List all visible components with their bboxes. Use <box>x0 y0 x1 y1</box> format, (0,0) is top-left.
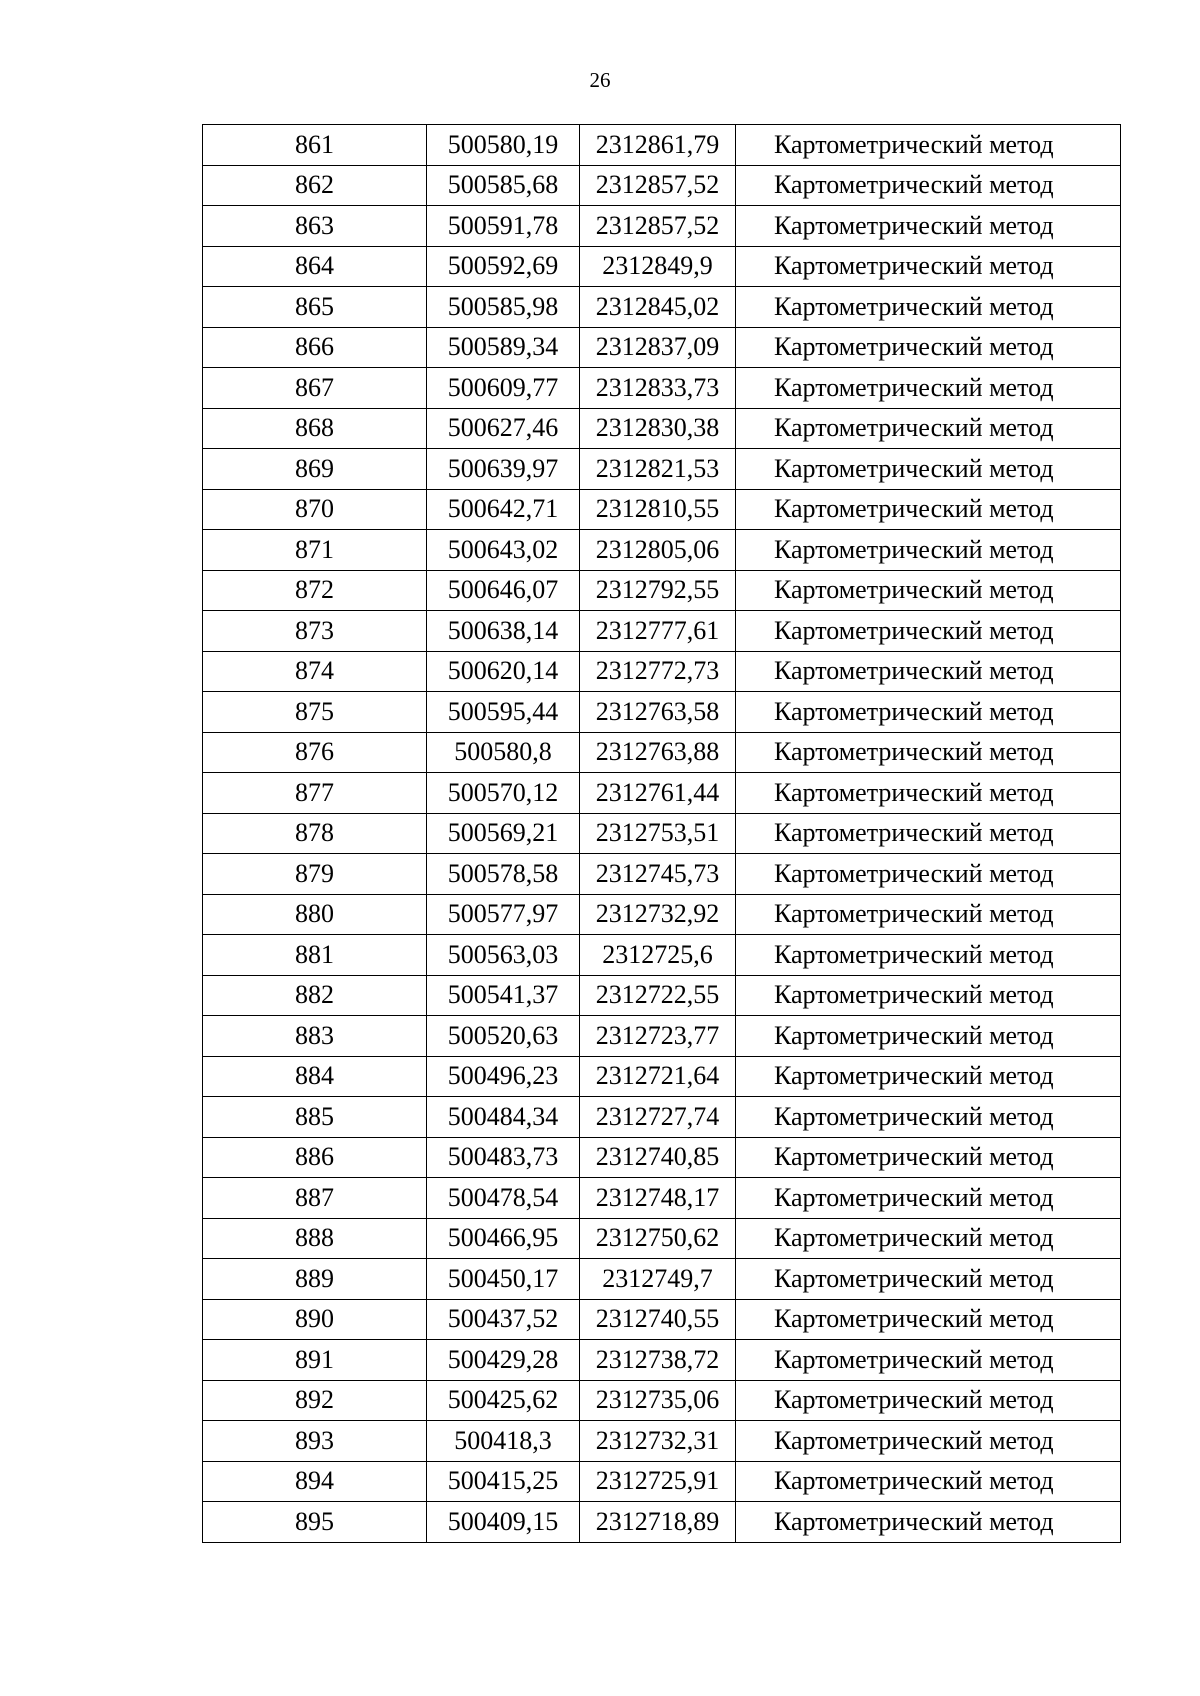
point-number-cell: 876 <box>203 732 427 773</box>
y-coordinate-cell: 2312745,73 <box>580 854 736 895</box>
method-cell: Картометрический метод <box>736 1178 1121 1219</box>
y-coordinate-cell: 2312792,55 <box>580 570 736 611</box>
table-row <box>203 570 1121 611</box>
y-coordinate-cell: 2312861,79 <box>580 125 736 166</box>
point-number-cell: 877 <box>203 773 427 814</box>
y-coordinate-cell: 2312735,06 <box>580 1380 736 1421</box>
table-row <box>203 1016 1121 1057</box>
method-cell: Картометрический метод <box>736 894 1121 935</box>
point-number-cell: 862 <box>203 165 427 206</box>
table-row <box>203 651 1121 692</box>
point-number-cell: 875 <box>203 692 427 733</box>
point-number-cell: 884 <box>203 1056 427 1097</box>
point-number-cell: 890 <box>203 1299 427 1340</box>
method-cell: Картометрический метод <box>736 246 1121 287</box>
y-coordinate-cell: 2312837,09 <box>580 327 736 368</box>
point-number-cell: 892 <box>203 1380 427 1421</box>
table-row <box>203 1502 1121 1543</box>
table-row <box>203 813 1121 854</box>
point-number-cell: 861 <box>203 125 427 166</box>
table-row <box>203 1056 1121 1097</box>
method-cell: Картометрический метод <box>736 732 1121 773</box>
point-number-cell: 869 <box>203 449 427 490</box>
point-number-cell: 891 <box>203 1340 427 1381</box>
table-row <box>203 1097 1121 1138</box>
x-coordinate-cell: 500496,23 <box>427 1056 580 1097</box>
table-row <box>203 530 1121 571</box>
y-coordinate-cell: 2312805,06 <box>580 530 736 571</box>
x-coordinate-cell: 500478,54 <box>427 1178 580 1219</box>
point-number-cell: 864 <box>203 246 427 287</box>
table-row <box>203 1137 1121 1178</box>
method-cell: Картометрический метод <box>736 1056 1121 1097</box>
x-coordinate-cell: 500425,62 <box>427 1380 580 1421</box>
y-coordinate-cell: 2312732,92 <box>580 894 736 935</box>
point-number-cell: 874 <box>203 651 427 692</box>
table-row <box>203 449 1121 490</box>
table-row <box>203 611 1121 652</box>
table-row <box>203 935 1121 976</box>
method-cell: Картометрический метод <box>736 530 1121 571</box>
x-coordinate-cell: 500577,97 <box>427 894 580 935</box>
y-coordinate-cell: 2312830,38 <box>580 408 736 449</box>
method-cell: Картометрический метод <box>736 813 1121 854</box>
y-coordinate-cell: 2312857,52 <box>580 165 736 206</box>
y-coordinate-cell: 2312740,85 <box>580 1137 736 1178</box>
point-number-cell: 880 <box>203 894 427 935</box>
table-row <box>203 206 1121 247</box>
x-coordinate-cell: 500627,46 <box>427 408 580 449</box>
method-cell: Картометрический метод <box>736 206 1121 247</box>
x-coordinate-cell: 500589,34 <box>427 327 580 368</box>
table-row <box>203 894 1121 935</box>
point-number-cell: 886 <box>203 1137 427 1178</box>
y-coordinate-cell: 2312810,55 <box>580 489 736 530</box>
table-row <box>203 368 1121 409</box>
table-row <box>203 732 1121 773</box>
point-number-cell: 893 <box>203 1421 427 1462</box>
x-coordinate-cell: 500591,78 <box>427 206 580 247</box>
x-coordinate-cell: 500585,68 <box>427 165 580 206</box>
point-number-cell: 872 <box>203 570 427 611</box>
y-coordinate-cell: 2312749,7 <box>580 1259 736 1300</box>
x-coordinate-cell: 500580,19 <box>427 125 580 166</box>
table-row <box>203 854 1121 895</box>
table-row <box>203 327 1121 368</box>
y-coordinate-cell: 2312721,64 <box>580 1056 736 1097</box>
method-cell: Картометрический метод <box>736 165 1121 206</box>
x-coordinate-cell: 500429,28 <box>427 1340 580 1381</box>
point-number-cell: 885 <box>203 1097 427 1138</box>
point-number-cell: 881 <box>203 935 427 976</box>
point-number-cell: 883 <box>203 1016 427 1057</box>
method-cell: Картометрический метод <box>736 489 1121 530</box>
x-coordinate-cell: 500578,58 <box>427 854 580 895</box>
method-cell: Картометрический метод <box>736 1340 1121 1381</box>
table-row <box>203 489 1121 530</box>
method-cell: Картометрический метод <box>736 1299 1121 1340</box>
method-cell: Картометрический метод <box>736 935 1121 976</box>
y-coordinate-cell: 2312777,61 <box>580 611 736 652</box>
table-row <box>203 1340 1121 1381</box>
table-row <box>203 125 1121 166</box>
point-number-cell: 873 <box>203 611 427 652</box>
y-coordinate-cell: 2312723,77 <box>580 1016 736 1057</box>
x-coordinate-cell: 500570,12 <box>427 773 580 814</box>
y-coordinate-cell: 2312725,6 <box>580 935 736 976</box>
y-coordinate-cell: 2312748,17 <box>580 1178 736 1219</box>
coordinates-table-body <box>203 125 1121 1543</box>
method-cell: Картометрический метод <box>736 449 1121 490</box>
method-cell: Картометрический метод <box>736 611 1121 652</box>
x-coordinate-cell: 500418,3 <box>427 1421 580 1462</box>
table-row <box>203 246 1121 287</box>
method-cell: Картометрический метод <box>736 368 1121 409</box>
method-cell: Картометрический метод <box>736 1461 1121 1502</box>
x-coordinate-cell: 500569,21 <box>427 813 580 854</box>
point-number-cell: 867 <box>203 368 427 409</box>
x-coordinate-cell: 500643,02 <box>427 530 580 571</box>
y-coordinate-cell: 2312750,62 <box>580 1218 736 1259</box>
point-number-cell: 887 <box>203 1178 427 1219</box>
table-row <box>203 1218 1121 1259</box>
method-cell: Картометрический метод <box>736 327 1121 368</box>
method-cell: Картометрический метод <box>736 1016 1121 1057</box>
y-coordinate-cell: 2312740,55 <box>580 1299 736 1340</box>
table-row <box>203 1461 1121 1502</box>
table-row <box>203 165 1121 206</box>
method-cell: Картометрический метод <box>736 854 1121 895</box>
coordinates-table <box>202 124 1121 1543</box>
y-coordinate-cell: 2312772,73 <box>580 651 736 692</box>
method-cell: Картометрический метод <box>736 287 1121 328</box>
y-coordinate-cell: 2312722,55 <box>580 975 736 1016</box>
table-row <box>203 975 1121 1016</box>
x-coordinate-cell: 500609,77 <box>427 368 580 409</box>
y-coordinate-cell: 2312718,89 <box>580 1502 736 1543</box>
x-coordinate-cell: 500437,52 <box>427 1299 580 1340</box>
x-coordinate-cell: 500580,8 <box>427 732 580 773</box>
method-cell: Картометрический метод <box>736 773 1121 814</box>
table-row <box>203 1380 1121 1421</box>
point-number-cell: 879 <box>203 854 427 895</box>
x-coordinate-cell: 500639,97 <box>427 449 580 490</box>
x-coordinate-cell: 500466,95 <box>427 1218 580 1259</box>
point-number-cell: 871 <box>203 530 427 571</box>
method-cell: Картометрический метод <box>736 1218 1121 1259</box>
method-cell: Картометрический метод <box>736 975 1121 1016</box>
point-number-cell: 866 <box>203 327 427 368</box>
method-cell: Картометрический метод <box>736 1421 1121 1462</box>
table-row <box>203 692 1121 733</box>
x-coordinate-cell: 500642,71 <box>427 489 580 530</box>
table-row <box>203 1421 1121 1462</box>
method-cell: Картометрический метод <box>736 1502 1121 1543</box>
point-number-cell: 868 <box>203 408 427 449</box>
method-cell: Картометрический метод <box>736 125 1121 166</box>
method-cell: Картометрический метод <box>736 570 1121 611</box>
x-coordinate-cell: 500450,17 <box>427 1259 580 1300</box>
x-coordinate-cell: 500415,25 <box>427 1461 580 1502</box>
y-coordinate-cell: 2312845,02 <box>580 287 736 328</box>
point-number-cell: 870 <box>203 489 427 530</box>
page-number: 26 <box>589 68 611 92</box>
x-coordinate-cell: 500585,98 <box>427 287 580 328</box>
x-coordinate-cell: 500409,15 <box>427 1502 580 1543</box>
point-number-cell: 863 <box>203 206 427 247</box>
table-row <box>203 287 1121 328</box>
y-coordinate-cell: 2312727,74 <box>580 1097 736 1138</box>
point-number-cell: 895 <box>203 1502 427 1543</box>
method-cell: Картометрический метод <box>736 651 1121 692</box>
method-cell: Картометрический метод <box>736 692 1121 733</box>
point-number-cell: 889 <box>203 1259 427 1300</box>
y-coordinate-cell: 2312763,58 <box>580 692 736 733</box>
point-number-cell: 878 <box>203 813 427 854</box>
y-coordinate-cell: 2312761,44 <box>580 773 736 814</box>
point-number-cell: 865 <box>203 287 427 328</box>
method-cell: Картометрический метод <box>736 1380 1121 1421</box>
x-coordinate-cell: 500638,14 <box>427 611 580 652</box>
method-cell: Картометрический метод <box>736 1137 1121 1178</box>
table-row <box>203 1259 1121 1300</box>
y-coordinate-cell: 2312833,73 <box>580 368 736 409</box>
point-number-cell: 882 <box>203 975 427 1016</box>
x-coordinate-cell: 500520,63 <box>427 1016 580 1057</box>
table-row <box>203 773 1121 814</box>
method-cell: Картометрический метод <box>736 1259 1121 1300</box>
y-coordinate-cell: 2312725,91 <box>580 1461 736 1502</box>
y-coordinate-cell: 2312753,51 <box>580 813 736 854</box>
table-row <box>203 1299 1121 1340</box>
x-coordinate-cell: 500592,69 <box>427 246 580 287</box>
x-coordinate-cell: 500620,14 <box>427 651 580 692</box>
x-coordinate-cell: 500563,03 <box>427 935 580 976</box>
method-cell: Картометрический метод <box>736 1097 1121 1138</box>
point-number-cell: 888 <box>203 1218 427 1259</box>
x-coordinate-cell: 500646,07 <box>427 570 580 611</box>
y-coordinate-cell: 2312732,31 <box>580 1421 736 1462</box>
y-coordinate-cell: 2312857,52 <box>580 206 736 247</box>
point-number-cell: 894 <box>203 1461 427 1502</box>
x-coordinate-cell: 500483,73 <box>427 1137 580 1178</box>
table-row <box>203 408 1121 449</box>
x-coordinate-cell: 500484,34 <box>427 1097 580 1138</box>
y-coordinate-cell: 2312821,53 <box>580 449 736 490</box>
method-cell: Картометрический метод <box>736 408 1121 449</box>
table-row <box>203 1178 1121 1219</box>
y-coordinate-cell: 2312849,9 <box>580 246 736 287</box>
x-coordinate-cell: 500595,44 <box>427 692 580 733</box>
x-coordinate-cell: 500541,37 <box>427 975 580 1016</box>
y-coordinate-cell: 2312738,72 <box>580 1340 736 1381</box>
y-coordinate-cell: 2312763,88 <box>580 732 736 773</box>
